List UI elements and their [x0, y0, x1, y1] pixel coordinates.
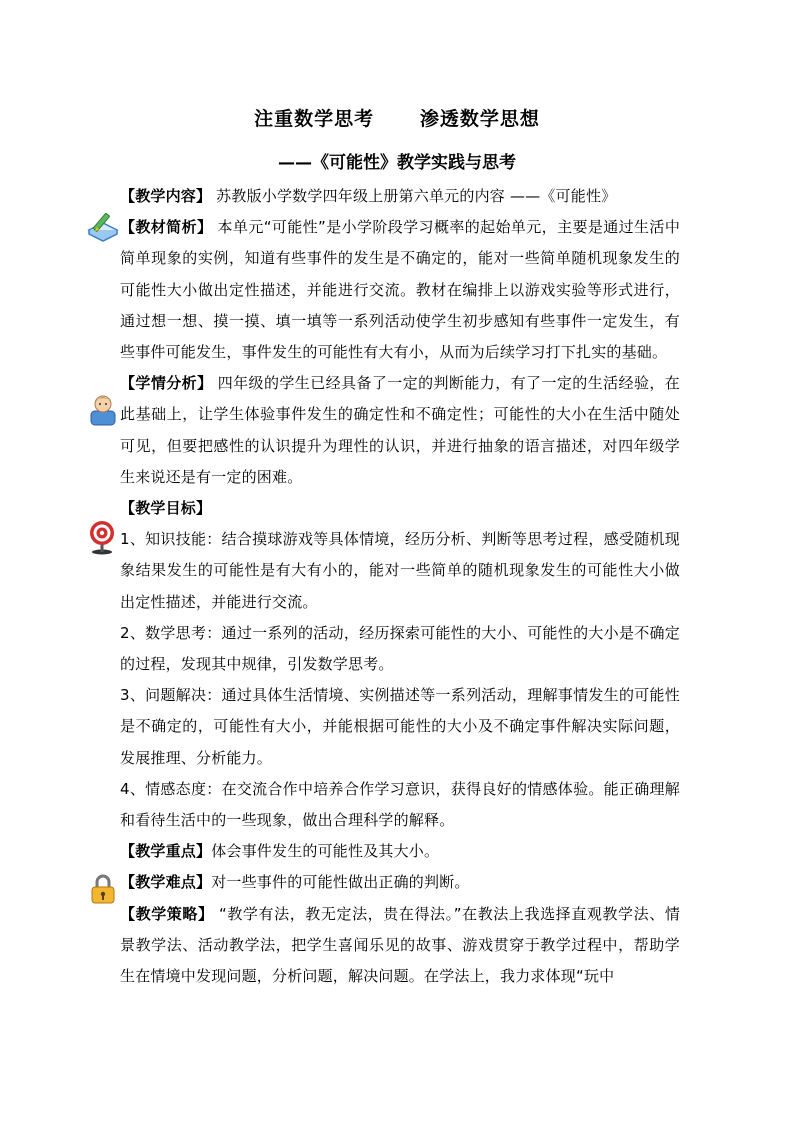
- goal-item: 3、问题解决：通过具体生活情境、实例描述等一系列活动，理解事情发生的可能性是不确定的，可能性有大小，并能根据可能性的大小及不确定事件解决实际问题，发展推理、分析能力。: [120, 686, 680, 767]
- section-label: 【教学难点】: [120, 873, 212, 892]
- section-text: 本单元“可能性”是小学阶段学习概率的起始单元，主要是通过生活中简单现象的实例，知道有些事件的发生是不确定的，能对一些简单随机现象发生的可能性大小做出定性描述，并能进行交流。教材在编排上以游戏实验等形式进行，通过想一想、摸一摸、填一填等一系列活动使学生初步感知有些事件一定发生，有些事件可能发生，事件发生的可能性有大有小，从而为后续学习打下扎实的基础。: [120, 218, 681, 362]
- student-icon: [88, 393, 118, 427]
- section-student-analysis: [120, 368, 680, 493]
- section-key-point: [120, 836, 680, 867]
- section-label: 【学情分析】: [120, 374, 213, 393]
- section-label: 【教学目标】: [120, 499, 212, 518]
- section-text: 体会事件发生的可能性及其大小。: [211, 842, 440, 861]
- section-label: 【教学策略】: [120, 904, 214, 923]
- section-label: 【教材简析】: [120, 218, 213, 237]
- section-difficulty: [120, 867, 680, 898]
- goal-item: 4、情感态度：在交流合作中培养合作学习意识，获得良好的情感体验。能正确理解和看待生活中的一些现象，做出合理科学的解释。: [120, 779, 680, 830]
- lock-icon: [88, 873, 118, 905]
- section-textbook-analysis: [120, 212, 680, 368]
- target-icon: [85, 519, 119, 555]
- section-text: 对一些事件的可能性做出正确的判断。: [211, 873, 470, 892]
- goal-item: 1、知识技能：结合摸球游戏等具体情境，经历分析、判断等思考过程，感受随机现象结果发生的可能性是有大有小的，能对一些简单的随机现象发生的可能性大小做出定性描述，并能进行交流。: [120, 530, 680, 611]
- page-title: 注重数学思考 渗透数学思想: [254, 108, 540, 130]
- page-subtitle: ——《可能性》教学实践与思考: [278, 153, 516, 173]
- section-teaching-goals: [120, 493, 680, 524]
- section-text: 四年级的学生已经具备了一定的判断能力，有了一定的生活经验，在此基础上，让学生体验事件发生的确定性和不确定性；可能性的大小在生活中随处可见，但要把感性的认识提升为理性的认识，并进行抽象的语言描述，对四年级学生来说还是有一定的困难。: [120, 374, 680, 486]
- section-label: 【教学内容】: [120, 187, 212, 205]
- section-strategy: [120, 899, 680, 993]
- section-text: 苏教版小学数学四年级上册第六单元的内容 ——《可能性》: [216, 187, 617, 205]
- section-teaching-content: [120, 181, 680, 212]
- pencil-book-icon: [86, 210, 120, 244]
- document-body: [120, 181, 680, 992]
- goal-item: 2、数学思考：通过一系列的活动，经历探索可能性的大小、可能性的大小是不确定的过程，发现其中规律，引发数学思考。: [120, 623, 680, 674]
- section-label: 【教学重点】: [120, 842, 212, 861]
- section-text: “教学有法，教无定法，贵在得法。”在教法上我选择直观教学法、情景教学法、活动教学法，把学生喜闻乐见的故事、游戏贯穿于教学过程中，帮助学生在情境中发现问题，分析问题，解决问题。在学法上，我力求体现“玩中: [120, 904, 681, 986]
